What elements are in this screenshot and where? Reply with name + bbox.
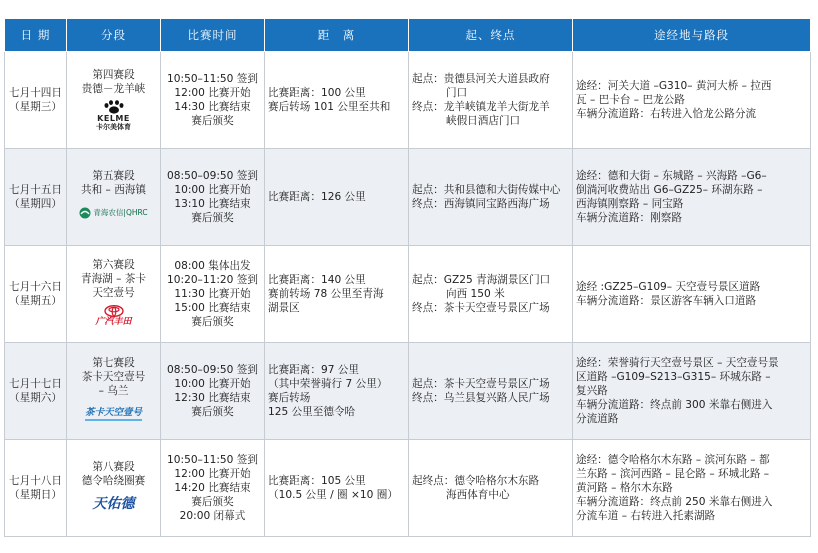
logo-brand-cn: 卡尔美体育	[96, 123, 131, 131]
distance-line: 湖景区	[268, 302, 300, 314]
stage-route: 茶卡天空壹号	[81, 370, 146, 383]
route-line: 车辆分流道路：景区游客车辆入口道路	[576, 295, 757, 307]
time-cell	[161, 440, 265, 537]
stage-route: – 乌兰	[98, 384, 129, 397]
route-line: 分流道路	[576, 413, 619, 425]
date-day: 七月十八日	[9, 475, 62, 487]
points-line: 峡假日酒店门口	[446, 115, 521, 127]
points-line: 终点：茶卡天空壹号景区广场	[412, 302, 550, 314]
time-cell	[161, 52, 265, 149]
time-line: 10:50–11:50 签到	[167, 454, 258, 466]
time-line: 20:00 闭幕式	[179, 510, 246, 522]
points-line: 起终点：德令哈格尔木东路	[412, 475, 540, 487]
logo-brand: KELME	[97, 114, 130, 123]
route-line: 瓦 – 巴卡台 – 巴龙公路	[576, 94, 685, 106]
points-line: 起点：茶卡天空壹号景区广场	[412, 378, 550, 390]
date-day: 七月十五日	[9, 184, 62, 196]
date-day: 七月十七日	[9, 378, 62, 390]
stage-number: 第四赛段	[92, 68, 135, 81]
points-line: 终点：龙羊峡镇龙羊大街龙羊	[412, 101, 550, 113]
time-line: 赛后颁奖	[191, 212, 234, 224]
gac-toyota-logo	[70, 303, 157, 331]
date-cell	[5, 149, 67, 246]
tianyoude-logo	[70, 491, 157, 517]
schedule-table-wrapper	[4, 18, 810, 537]
points-cell	[409, 52, 573, 149]
stage-route: 共和 – 西海镇	[80, 183, 146, 196]
date-weekday: （星期日）	[9, 489, 62, 501]
time-line: 12:00 比赛开始	[174, 468, 251, 480]
stage-cell	[67, 52, 161, 149]
time-line: 10:50–11:50 签到	[167, 73, 258, 85]
header-row	[5, 19, 811, 52]
date-weekday: （星期五）	[9, 295, 62, 307]
distance-line: 比赛距离：100 公里	[268, 87, 366, 99]
route-line: 复兴路	[576, 385, 608, 397]
table-row	[5, 343, 811, 440]
route-line: 途经：荣誉骑行天空壹号景区 – 天空壹号景	[576, 357, 779, 369]
distance-line: 赛后转场 101 公里至共和	[268, 101, 391, 113]
stage-route: 青海湖 – 茶卡	[80, 272, 146, 285]
points-line: 门口	[446, 87, 468, 99]
route-line: 倒淌河收费站出 G6–GZ25– 环湖东路 –	[576, 184, 763, 196]
distance-line: 125 公里至德令哈	[268, 406, 356, 418]
distance-cell	[265, 440, 409, 537]
distance-cell	[265, 52, 409, 149]
time-line: 14:30 比赛结束	[174, 101, 251, 113]
distance-line: 赛前转场 78 公里至青海	[268, 288, 384, 300]
time-line: 12:30 比赛结束	[174, 392, 251, 404]
time-line: 赛后颁奖	[191, 316, 234, 328]
stage-route: 贵德－龙羊峡	[81, 82, 146, 95]
stage-number: 第五赛段	[92, 169, 135, 182]
distance-line: 比赛距离：126 公里	[268, 191, 366, 203]
stage-number: 第七赛段	[92, 356, 135, 369]
points-cell	[409, 149, 573, 246]
kelme-logo	[70, 99, 157, 133]
route-cell	[573, 52, 811, 149]
logo-brand: 青海农信|QHRC	[93, 207, 148, 217]
points-cell	[409, 246, 573, 343]
header-date: 日 期	[5, 19, 67, 52]
route-line: 区道路 –G109–S213–G315– 环城东路 –	[576, 371, 771, 383]
time-line: 08:00 集体出发	[174, 260, 251, 272]
time-line: 08:50–09:50 签到	[167, 170, 258, 182]
date-weekday: （星期四）	[9, 198, 62, 210]
race-schedule-table	[4, 18, 811, 537]
points-line: 海西体育中心	[446, 489, 510, 501]
date-weekday: （星期三）	[9, 101, 62, 113]
logo-brand: 广汽丰田	[95, 317, 132, 327]
time-line: 10:00 比赛开始	[174, 378, 251, 390]
qhrc-logo	[70, 200, 157, 226]
route-cell	[573, 149, 811, 246]
qhrc-emblem-icon	[79, 207, 91, 219]
route-line: 途经 :GZ25–G109– 天空壹号景区道路	[576, 281, 761, 293]
route-line: 途经：河关大道 –G310– 黄河大桥 – 拉西	[576, 80, 772, 92]
distance-line: （其中荣誉骑行 7 公里）	[268, 378, 388, 390]
distance-cell	[265, 343, 409, 440]
points-line: 终点：乌兰县复兴路人民广场	[412, 392, 550, 404]
points-line: 终点：西海镇同宝路西海广场	[412, 198, 550, 210]
route-line: 途经：德令哈格尔木东路 – 滨河东路 – 都	[576, 454, 770, 466]
route-line: 途经：德和大街 – 东城路 – 兴海路 –G6–	[576, 170, 767, 182]
stage-route: 天空壹号	[92, 286, 135, 299]
time-line: 12:00 比赛开始	[174, 87, 251, 99]
time-line: 08:50–09:50 签到	[167, 364, 258, 376]
header-time: 比赛时间	[161, 19, 265, 52]
distance-line: 赛后转场	[268, 392, 311, 404]
points-line: 起点：GZ25 青海湖景区门口	[412, 274, 551, 286]
logo-brand: 茶卡天空壹号	[85, 407, 142, 421]
distance-cell	[265, 246, 409, 343]
stage-cell	[67, 246, 161, 343]
route-line: 西海镇刚察路 – 同宝路	[576, 198, 684, 210]
route-line: 分流车道 – 右转进入托素湖路	[576, 510, 716, 522]
stage-number: 第六赛段	[92, 258, 135, 271]
time-line: 11:30 比赛开始	[174, 288, 251, 300]
date-day: 七月十六日	[9, 281, 62, 293]
date-weekday: （星期六）	[9, 392, 62, 404]
date-cell	[5, 246, 67, 343]
route-line: 车辆分流道路：刚察路	[576, 212, 682, 224]
time-line: 10:00 比赛开始	[174, 184, 251, 196]
time-cell	[161, 149, 265, 246]
distance-line: 比赛距离：140 公里	[268, 274, 366, 286]
points-cell	[409, 440, 573, 537]
points-line: 向西 150 米	[446, 288, 505, 300]
route-line: 黄河路 – 格尔木东路	[576, 482, 673, 494]
time-line: 赛后颁奖	[191, 496, 234, 508]
route-line: 车辆分流道路：终点前 300 米靠右侧进入	[576, 399, 773, 411]
header-route: 途经地与路段	[573, 19, 811, 52]
time-line: 10:20–11:20 签到	[167, 274, 258, 286]
points-line: 起点：共和县德和大街传媒中心	[412, 184, 561, 196]
date-day: 七月十四日	[9, 87, 62, 99]
stage-cell	[67, 149, 161, 246]
paw-icon	[103, 100, 125, 114]
route-line: 兰东路 – 滨河西路 – 昆仑路 – 环城北路 –	[576, 468, 770, 480]
table-row	[5, 52, 811, 149]
time-line: 14:20 比赛结束	[174, 482, 251, 494]
table-row	[5, 149, 811, 246]
table-row	[5, 440, 811, 537]
time-line: 赛后颁奖	[191, 406, 234, 418]
stage-route: 德令哈绕圈赛	[81, 474, 146, 487]
header-distance: 距 离	[265, 19, 409, 52]
date-cell	[5, 440, 67, 537]
stage-cell	[67, 440, 161, 537]
route-line: 车辆分流道路：右转进入恰龙公路分流	[576, 108, 757, 120]
distance-line: 比赛距离：97 公里	[268, 364, 360, 376]
distance-line: （10.5 公里 / 圈 ×10 圈）	[268, 489, 398, 501]
stage-number: 第八赛段	[92, 460, 135, 473]
stage-cell	[67, 343, 161, 440]
table-row	[5, 246, 811, 343]
time-line: 13:10 比赛结束	[174, 198, 251, 210]
date-cell	[5, 52, 67, 149]
distance-line: 比赛距离：105 公里	[268, 475, 366, 487]
route-cell	[573, 343, 811, 440]
time-line: 赛后颁奖	[191, 115, 234, 127]
toyota-emblem-icon	[104, 305, 124, 317]
header-stage: 分段	[67, 19, 161, 52]
route-cell	[573, 440, 811, 537]
time-cell	[161, 343, 265, 440]
points-cell	[409, 343, 573, 440]
header-points: 起、终点	[409, 19, 573, 52]
chaka-sky-logo	[70, 401, 157, 427]
time-line: 15:00 比赛结束	[174, 302, 251, 314]
points-line: 起点：贵德县河关大道县政府	[412, 73, 550, 85]
date-cell	[5, 343, 67, 440]
time-cell	[161, 246, 265, 343]
logo-brand: 天佑德	[92, 495, 135, 512]
distance-cell	[265, 149, 409, 246]
route-line: 车辆分流道路：终点前 250 米靠右侧进入	[576, 496, 773, 508]
route-cell	[573, 246, 811, 343]
